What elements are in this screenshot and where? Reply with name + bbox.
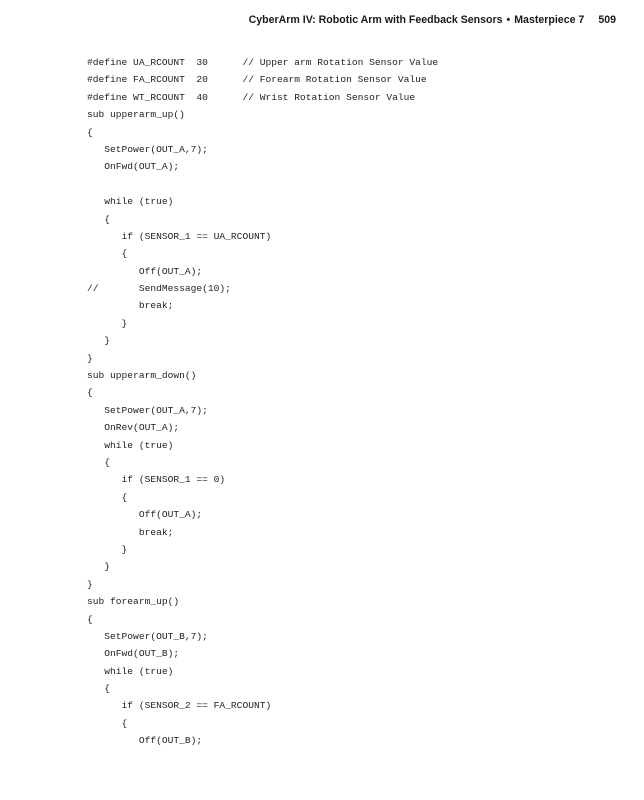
code-listing (87, 54, 438, 750)
code-line: sub upperarm_up() (87, 109, 185, 121)
code-line: } (87, 317, 128, 329)
code-line: SetPower(OUT_A,7); (87, 143, 208, 155)
code-line: while (true) (87, 439, 174, 451)
code-line: OnFwd(OUT_B); (87, 648, 180, 660)
code-line: { (87, 387, 93, 399)
header-bullet: • (506, 14, 511, 26)
code-line: } (87, 335, 111, 347)
code-line: #define FA_RCOUNT 20 // Forearm Rotation Sensor Value (87, 74, 427, 86)
code-line: if (SENSOR_1 == UA_RCOUNT) (87, 230, 272, 242)
code-line: while (true) (87, 196, 174, 208)
code-line: sub upperarm_down() (87, 370, 197, 382)
code-line: Off(OUT_B); (87, 735, 203, 747)
page-number: 509 (598, 14, 616, 26)
code-line: if (SENSOR_1 == 0) (87, 474, 226, 486)
code-line: SetPower(OUT_A,7); (87, 404, 208, 416)
code-line: } (87, 561, 111, 573)
code-line: break; (87, 300, 174, 312)
code-line: } (87, 578, 93, 590)
code-line: sub forearm_up() (87, 596, 180, 608)
code-line: { (87, 613, 93, 625)
code-line: while (true) (87, 665, 174, 677)
code-line: { (87, 717, 128, 729)
code-line: Off(OUT_A); (87, 509, 203, 521)
running-header (249, 14, 616, 26)
code-line: { (87, 491, 128, 503)
code-line: { (87, 126, 93, 138)
code-line: { (87, 213, 111, 225)
code-line: #define UA_RCOUNT 30 // Upper arm Rotation Sensor Value (87, 57, 439, 68)
code-line: { (87, 248, 128, 260)
code-line: OnFwd(OUT_A); (87, 161, 180, 173)
chapter-title: CyberArm IV: Robotic Arm with Feedback Sensors (248, 14, 503, 26)
section-title: Masterpiece 7 (514, 14, 585, 26)
code-line: // SendMessage(10); (87, 283, 231, 295)
code-line: { (87, 456, 111, 468)
code-line: if (SENSOR_2 == FA_RCOUNT) (87, 700, 272, 712)
code-line: } (87, 543, 128, 555)
code-line: SetPower(OUT_B,7); (87, 630, 208, 642)
code-line: { (87, 683, 111, 695)
code-line: Off(OUT_A); (87, 265, 203, 277)
code-line: #define WT_RCOUNT 40 // Wrist Rotation Sensor Value (87, 91, 416, 103)
code-line (87, 176, 438, 193)
code-line: OnRev(OUT_A); (87, 422, 180, 434)
code-line: } (87, 352, 93, 364)
code-line: break; (87, 526, 174, 538)
